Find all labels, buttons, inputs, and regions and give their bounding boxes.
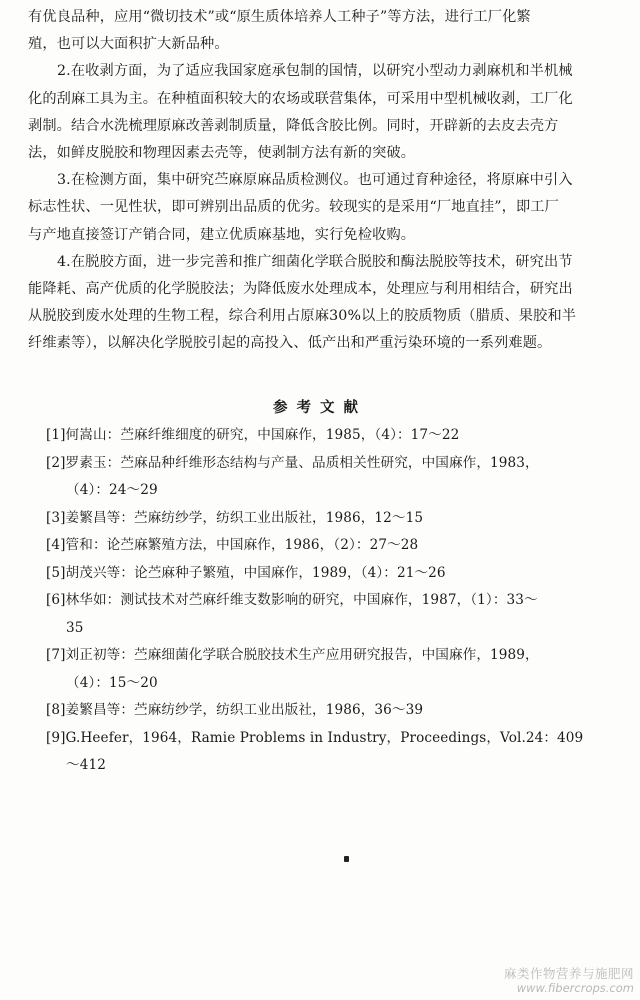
reference-continuation: （4）：24～29 [66,482,158,498]
body-line: 4.在脱胶方面，进一步完善和推广细菌化学联合脱胶和酶法脱胶等技术，研究出节 [57,253,573,270]
reference-text: [3]姜繁昌等：苎麻纺纱学，纺织工业出版社，1986，12～15 [46,509,424,526]
reference-entry [46,450,626,505]
reference-continuation: （4）：15～20 [66,674,158,691]
reference-entry [46,697,626,725]
reference-entry [46,560,626,588]
reference-text: [7]刘正初等：苎麻细菌化学联合脱胶技术生产应用研究报告，中国麻作，1989， [46,647,539,663]
reference-continuation: ～412 [66,757,106,773]
body-line: 标志性状、一见性状，即可辨别出品质的优劣。较现实的是采用“厂地直挂”，即工厂 [28,199,559,216]
body-line: 殖，也可以大面积扩大新品种。 [28,36,229,53]
body-line: 法，如鲜皮脱胶和物理因素去壳等，使剥制方法有新的突破。 [28,144,416,161]
body-text [28,4,620,357]
body-line: 3.在检测方面，集中研究苎麻原麻品质检测仪。也可通过育种途径，将原麻中引入 [57,172,573,189]
reference-entry [46,587,626,642]
reference-entry [46,422,626,450]
reference-entry [46,725,626,780]
body-line: 剥制。结合水洗梳理原麻改善剥制质量，降低含胶比例。同时，开辟新的去皮去壳方 [28,117,559,134]
body-line: 与产地直接签订产销合同，建立优质麻基地，实行免检收购。 [28,226,416,243]
references-heading: 参考文献 [273,400,367,416]
reference-text: [2]罗素玉：苎麻品种纤维形态结构与产量、品质相关性研究，中国麻作，1983， [46,454,539,471]
body-line: 能降耗、高产优质的化学脱胶法；为降低废水处理成本，处理应与利用相结合，研究出 [28,280,573,297]
watermark [504,966,634,996]
reference-continuation: 35 [66,619,84,636]
body-line: 化的刮麻工具为主。在种植面积较大的农场或联营集体，可采用中型机械收剥，工厂化 [28,90,573,107]
watermark-site-name: 麻类作物营养与施肥网 [503,966,634,981]
reference-entry [46,532,626,560]
reference-list [46,422,626,780]
reference-text: [8]姜繁昌等：苎麻纺纱学，纺织工业出版社，1986，36～39 [46,702,424,718]
reference-entry [46,505,626,533]
reference-text: [5]胡茂兴等：论苎麻种子繁殖，中国麻作，1989，（4）：21～26 [46,564,446,581]
body-line: 2.在收剥方面，为了适应我国家庭承包制的国情，以研究小型动力剥麻机和半机械 [57,63,573,80]
page-mark [344,856,349,862]
body-line: 纤维素等），以解决化学脱胶引起的高投入、低产出和严重污染环境的一系列难题。 [28,335,552,352]
reference-text: [6]林华如：测试技术对苎麻纤维支数影响的研究，中国麻作，1987，（1）：33～ [46,592,538,608]
body-line: 从脱胶到废水处理的生物工程，综合利用占原麻30%以上的胶质物质（腊质、果胶和半 [28,308,577,325]
watermark-url: www.fibercrops.com [516,981,634,995]
reference-text: [1]何嵩山：苎麻纤维细度的研究，中国麻作，1985，（4）：17～22 [46,427,460,443]
reference-entry [46,642,626,697]
reference-text: [4]管和：论苎麻繁殖方法，中国麻作，1986，（2）：27～28 [46,537,419,553]
reference-text: [9]G.Heefer，1964，Ramie Problems in Industry，Proceedings，Vol.24：409 [46,729,584,746]
body-line: 有优良品种，应用“微切技术”或“原生质体培养人工种子”等方法，进行工厂化繁 [28,9,531,25]
